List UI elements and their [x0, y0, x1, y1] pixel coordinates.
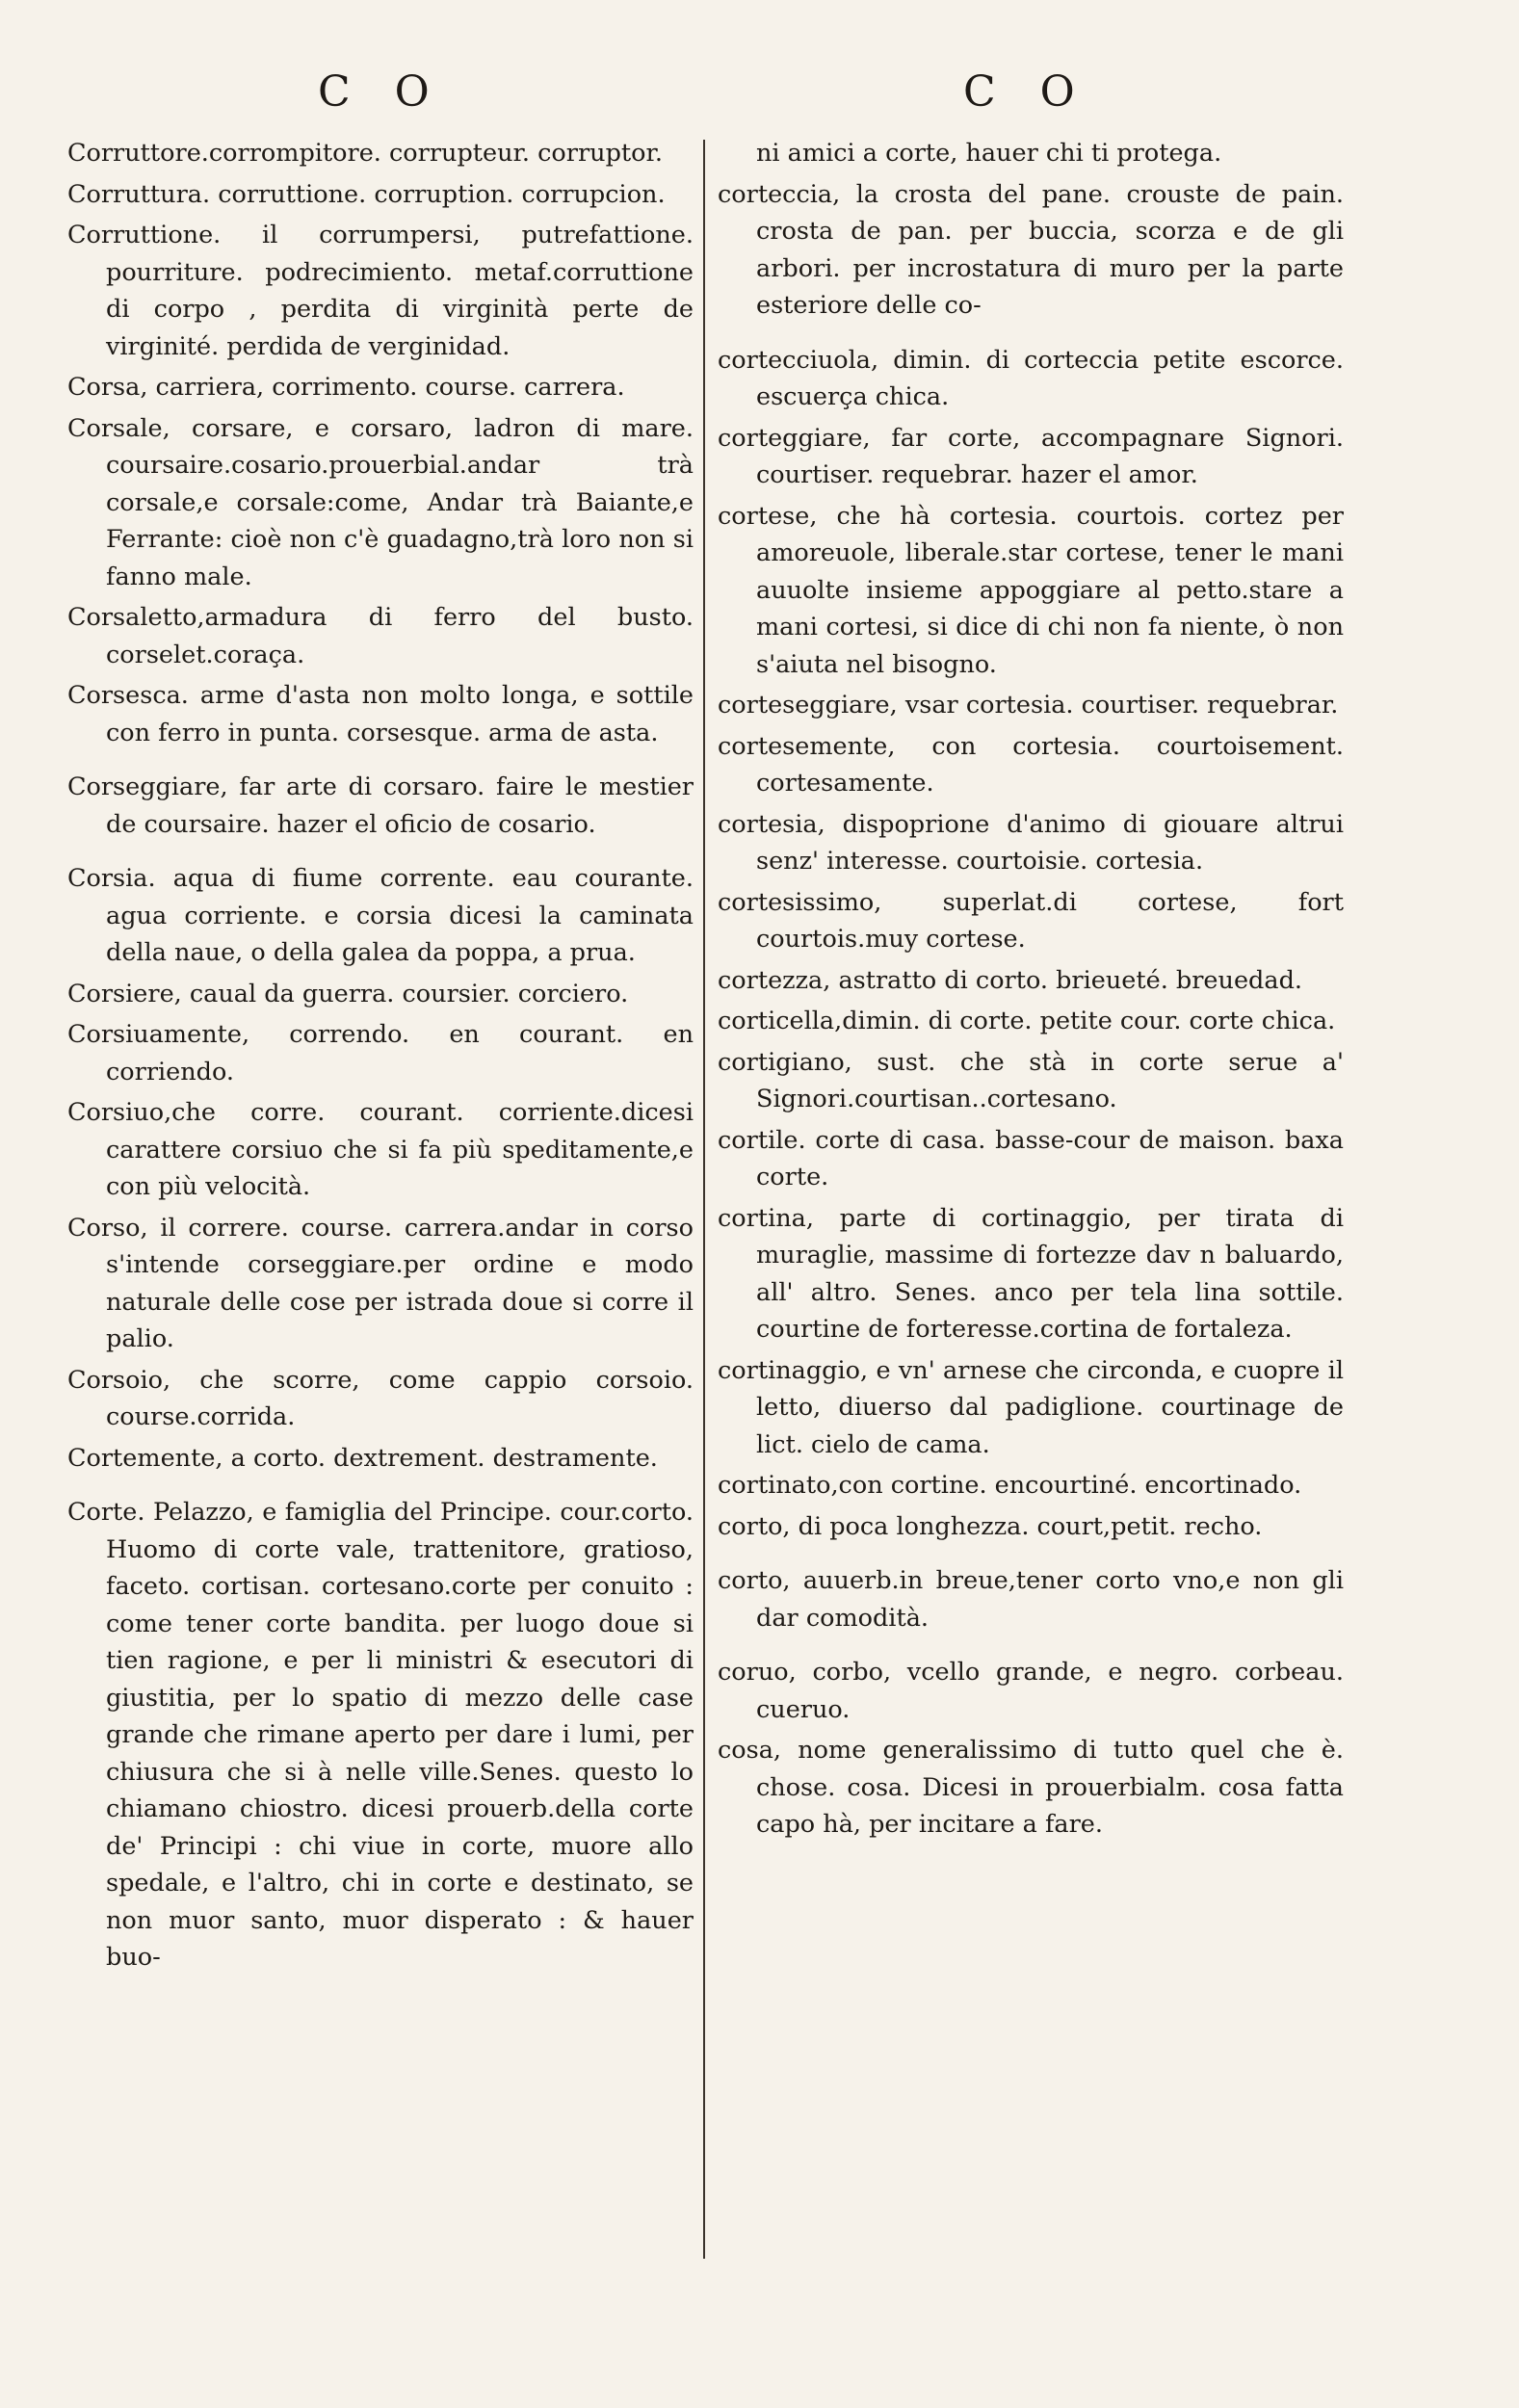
entry-corte: Corte. Pelazzo, e famiglia del Principe. cour.corto. Huomo di corte vale, trattenitore, gratioso, faceto. cortisan. cortesano.corte per conuito : come tener corte bandita. per luogo doue si tien ragione, e per li ministri & esecutori di giustitia, per lo spatio di mezzo delle case grande che rimane aperto per dare i lumi, per chiusura che si à nelle ville.Senes. questo lo chiamano chiostro. dicesi prouerb.della corte de' Principi : chi viue in corte, muore allo spedale, e l'altro, chi in corte e destinato, se non muor santo, muor disperato : & hauer buo- — [67, 1498, 694, 1972]
entry-corsiere: Corsiere, caual da guerra. coursier. corciero. — [67, 979, 629, 1008]
entry-corto-adverb: corto, auuerb.in breue,tener corto vno,e non gli dar comodità. — [718, 1566, 1344, 1633]
entry-corsiuamente: Corsiuamente, correndo. en courant. en corriendo. — [67, 1020, 694, 1086]
entry-corteseggiare: corteseggiare, vsar cortesia. courtiser. requebrar. — [718, 691, 1339, 720]
entry-corsa: Corsa, carriera, corrimento. course. carrera. — [67, 373, 625, 402]
entry-corsoio: Corsoio, che scorre, come cappio corsoio. course.corrida. — [67, 1365, 694, 1431]
left-column-header: C O — [318, 67, 445, 117]
right-column-header: C O — [963, 67, 1090, 117]
entry-coruo: coruo, corbo, vcello grande, e negro. corbeau. cueruo. — [718, 1658, 1344, 1724]
entry-cortinaggio: cortinaggio, e vn' arnese che circonda, e cuopre il letto, diuerso dal padiglione. courtinage de lict. cielo de cama. — [718, 1355, 1344, 1459]
entry-corteccia: corteccia, la crosta del pane. crouste de pain. crosta de pan. per buccia, scorza e de gli arbori. per incrostatura di muro per la parte esteriore delle co- — [718, 179, 1344, 320]
entry-corruttore: Corruttore.corrompitore. corrupteur. corruptor. — [67, 139, 663, 168]
entry-corruttura: Corruttura. corruttione. corruption. corrupcion. — [67, 179, 666, 209]
entry-corseggiare: Corseggiare, far arte di corsaro. faire le mestier de coursaire. hazer el oficio de cosario. — [67, 772, 694, 839]
entry-cortezza: cortezza, astratto di corto. brieueté. breuedad. — [718, 965, 1302, 995]
entry-corsale: Corsale, corsare, e corsaro, ladron di mare. coursaire.cosario.prouerbial.andar trà corsale,e corsale:come, Andar trà Baiante,e Ferrante: cioè non c'è guadagno,trà loro non si fanno male. — [67, 413, 694, 591]
entry-cortemente: Cortemente, a corto. dextrement. destramente. — [67, 1443, 658, 1473]
entry-corsia: Corsia. aqua di fiume corrente. eau courante. agua corriente. e corsia dicesi la caminata della naue, o della galea da poppa, a prua. — [67, 864, 694, 967]
right-column — [718, 135, 1344, 1847]
left-column — [67, 135, 694, 1980]
entry-cortinato: cortinato,con cortine. encourtiné. encortinado. — [718, 1471, 1302, 1500]
entry-corticella: corticella,dimin. di corte. petite cour. corte chica. — [718, 1007, 1336, 1035]
column-divider — [703, 140, 705, 2259]
entry-cortecciuola: cortecciuola, dimin. di corteccia petite escorce. escuerça chica. — [718, 345, 1344, 411]
entry-corruttione: Corruttione. il corrumpersi, putrefattione. pourriture. podrecimiento. metaf.corruttione di corpo , perdita di virginità perte de virginité. perdida de verginidad. — [67, 221, 694, 361]
entry-corteggiare: corteggiare, far corte, accompagnare Signori. courtiser. requebrar. hazer el amor. — [718, 423, 1344, 489]
entry-cortesia: cortesia, dispoprione d'animo di giouare altrui senz' interesse. courtoisie. cortesia. — [718, 809, 1344, 876]
entry-cortese: cortese, che hà cortesia. courtois. cortez per amoreuole, liberale.star cortese, tener le mani auuolte insieme appoggiare al petto.stare a mani cortesi, si dice di chi non fa niente, ò non s'aiuta nel bisogno. — [718, 501, 1344, 679]
entry-cosa: cosa, nome generalissimo di tutto quel che è. chose. cosa. Dicesi in prouerbialm. cosa fatta capo hà, per incitare a fare. — [718, 1736, 1344, 1839]
entry-cortile: cortile. corte di casa. basse-cour de maison. baxa corte. — [718, 1125, 1344, 1191]
entry-cortesissimo: cortesissimo, superlat.di cortese, fort courtois.muy cortese. — [718, 887, 1344, 954]
entry-cortina: cortina, parte di cortinaggio, per tirata di muraglie, massime di fortezze dav n baluardo, all' altro. Senes. anco per tela lina sottile. courtine de forteresse.cortina de fortaleza. — [718, 1203, 1344, 1344]
entry-cortesemente: cortesemente, con cortesia. courtoisement. cortesamente. — [718, 731, 1344, 798]
entry-corso: Corso, il correre. course. carrera.andar in corso s'intende corseggiare.per ordine e modo naturale delle cose per istrada doue si corre il palio. — [67, 1213, 694, 1353]
entry-corto: corto, di poca longhezza. court,petit. recho. — [718, 1511, 1263, 1541]
entry-corsesca: Corsesca. arme d'asta non molto longa, e sottile con ferro in punta. corsesque. arma de asta. — [67, 681, 694, 747]
entry-corsiuo: Corsiuo,che corre. courant. corriente.dicesi carattere corsiuo che si fa più speditamente,e con più velocità. — [67, 1098, 694, 1201]
entry-continuation: ni amici a corte, hauer chi ti protega. — [756, 139, 1222, 168]
entry-cortigiano: cortigiano, sust. che stà in corte serue a' Signori.courtisan..cortesano. — [718, 1047, 1344, 1113]
entry-corsaletto: Corsaletto,armadura di ferro del busto. corselet.coraça. — [67, 603, 694, 669]
